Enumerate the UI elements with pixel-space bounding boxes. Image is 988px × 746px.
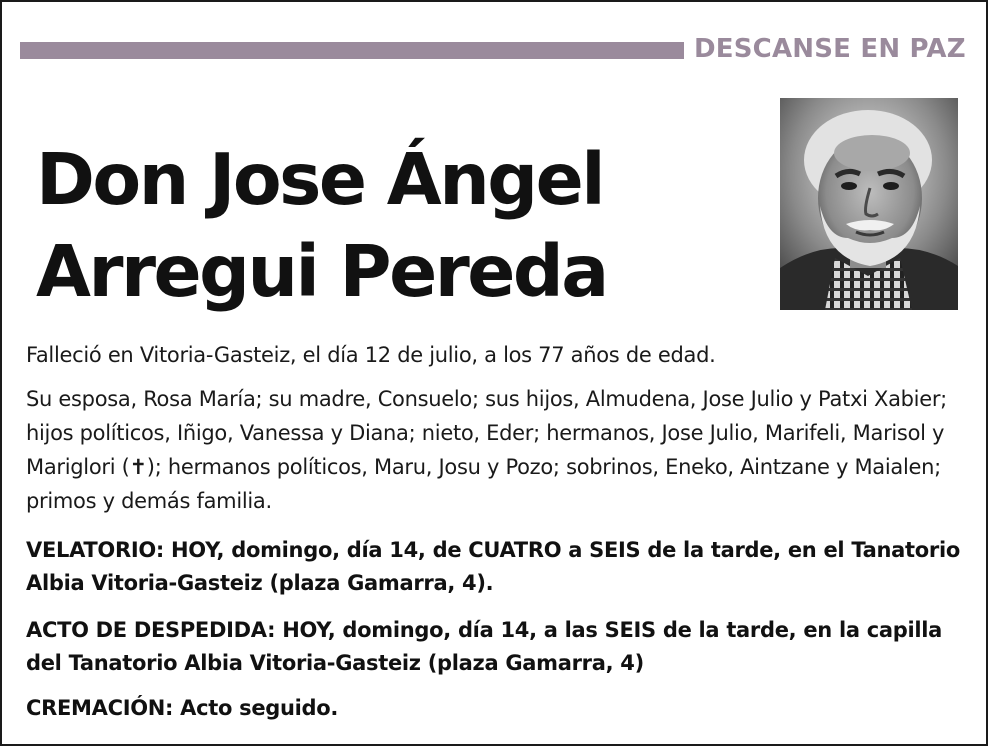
deceased-name-line-2: Arregui Pereda [36, 230, 607, 313]
family-list: Su esposa, Rosa María; su madre, Consuelo; sus hijos, Almudena, Jose Julio y Patxi Xabier; hijos políticos, Iñigo, Vanessa y Diana; nieto, Eder; hermanos, Jose Julio, Marifeli, Marisol y Mariglori (✝); hermanos políticos, Maru, Josu y Pozo; sobrinos, Eneko, Aintzane y Maialen; primos y demás familia. [26, 387, 947, 513]
farewell-details: ACTO DE DESPEDIDA: HOY, domingo, día 14, a las SEIS de la tarde, en la capilla del Tanatorio Albia Vitoria-Gasteiz (plaza Gamarra, 4) [26, 618, 943, 675]
section-label: DESCANSE EN PAZ [694, 34, 966, 64]
death-notice: Falleció en Vitoria-Gasteiz, el día 12 de julio, a los 77 años de edad. [26, 343, 716, 367]
deceased-name [36, 134, 756, 318]
portrait-illustration [780, 98, 958, 310]
cremation-details: CREMACIÓN: Acto seguido. [26, 696, 339, 720]
wake-details: VELATORIO: HOY, domingo, día 14, de CUATRO a SEIS de la tarde, en el Tanatorio Albia Vitoria-Gasteiz (plaza Gamarra, 4). [26, 538, 960, 595]
header-accent-bar [20, 42, 684, 59]
portrait-photo [780, 98, 958, 310]
deceased-name-line-1: Don Jose Ángel [36, 138, 604, 221]
